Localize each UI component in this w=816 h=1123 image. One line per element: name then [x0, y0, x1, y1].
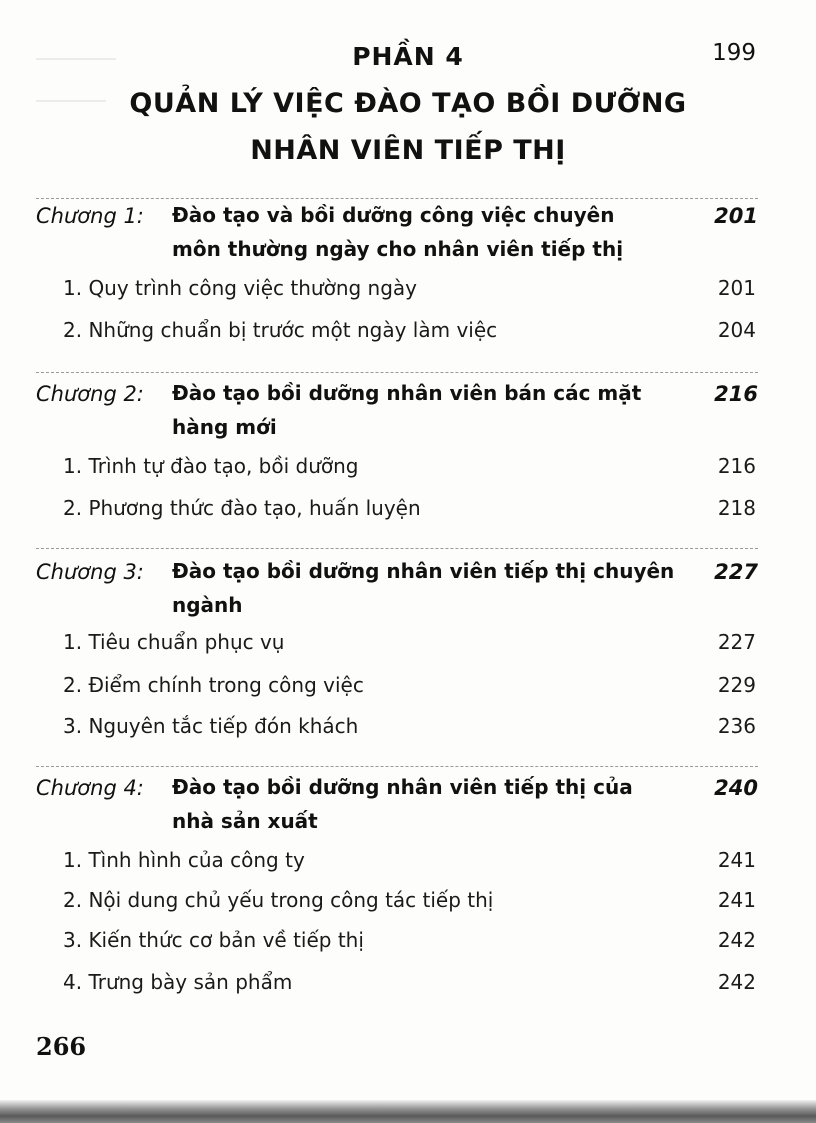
chapter-page-number: 201 — [714, 204, 758, 228]
section-title: 2. Nội dung chủ yếu trong công tác tiếp thị — [63, 888, 494, 912]
chapter-label: Chương 1: — [36, 204, 144, 228]
chapter-divider — [36, 372, 758, 373]
chapter-title-line-1: Đào tạo bồi dưỡng nhân viên tiếp thị chuyên — [172, 559, 675, 583]
chapter-title-line-2: môn thường ngày cho nhân viên tiếp thị — [172, 237, 624, 261]
chapter-label: Chương 4: — [36, 776, 144, 800]
chapter-title-line-1: Đào tạo bồi dưỡng nhân viên tiếp thị của — [172, 775, 633, 799]
section-page-number: 216 — [717, 454, 756, 478]
part-page-number: 199 — [712, 40, 756, 66]
chapter-title — [172, 376, 692, 444]
section-page-number: 227 — [717, 630, 756, 654]
section-title: 1. Tình hình của công ty — [63, 848, 305, 872]
chapter-title-line-1: Đào tạo và bồi dưỡng công việc chuyên — [172, 203, 615, 227]
section-title: 1. Trình tự đào tạo, bồi dưỡng — [63, 454, 359, 478]
chapter-page-number: 227 — [714, 560, 758, 584]
section-page-number: 241 — [717, 888, 756, 912]
section-page-number: 218 — [717, 496, 756, 520]
chapter-divider — [36, 548, 758, 549]
section-title: 1. Quy trình công việc thường ngày — [63, 276, 418, 300]
section-page-number: 229 — [717, 673, 756, 697]
chapter-title — [172, 198, 692, 266]
section-page-number: 201 — [717, 276, 756, 300]
chapter-label: Chương 3: — [36, 560, 144, 584]
chapter-page-number: 240 — [714, 776, 758, 800]
section-title: 2. Phương thức đào tạo, huấn luyện — [63, 496, 421, 520]
section-title: 2. Những chuẩn bị trước một ngày làm việc — [63, 318, 498, 342]
page-bottom-edge — [0, 1100, 816, 1123]
chapter-title-line-2: nhà sản xuất — [172, 809, 318, 833]
chapter-title-line-2: hàng mới — [172, 415, 277, 439]
section-title: 3. Kiến thức cơ bản về tiếp thị — [63, 928, 364, 952]
section-page-number: 236 — [717, 714, 756, 738]
section-page-number: 242 — [717, 928, 756, 952]
chapter-title — [172, 554, 692, 622]
chapter-divider — [36, 766, 758, 767]
chapter-title-line-1: Đào tạo bồi dưỡng nhân viên bán các mặt — [172, 381, 642, 405]
section-title: 2. Điểm chính trong công việc — [63, 673, 364, 697]
chapter-label: Chương 2: — [36, 382, 144, 406]
part-number: PHẦN 4 — [352, 42, 464, 71]
chapter-title-line-2: ngành — [172, 593, 243, 617]
part-title-line-2: NHÂN VIÊN TIẾP THỊ — [250, 135, 566, 166]
section-page-number: 242 — [717, 970, 756, 994]
section-page-number: 241 — [717, 848, 756, 872]
chapter-title — [172, 770, 692, 838]
section-title: 3. Nguyên tắc tiếp đón khách — [63, 714, 359, 738]
section-title: 4. Trưng bày sản phẩm — [63, 970, 293, 994]
section-title: 1. Tiêu chuẩn phục vụ — [63, 630, 285, 654]
section-page-number: 204 — [717, 318, 756, 342]
page-folio-number: 266 — [36, 1032, 87, 1061]
part-title-line-1: QUẢN LÝ VIỆC ĐÀO TẠO BỒI DƯỠNG — [129, 88, 687, 119]
chapter-page-number: 216 — [714, 382, 758, 406]
